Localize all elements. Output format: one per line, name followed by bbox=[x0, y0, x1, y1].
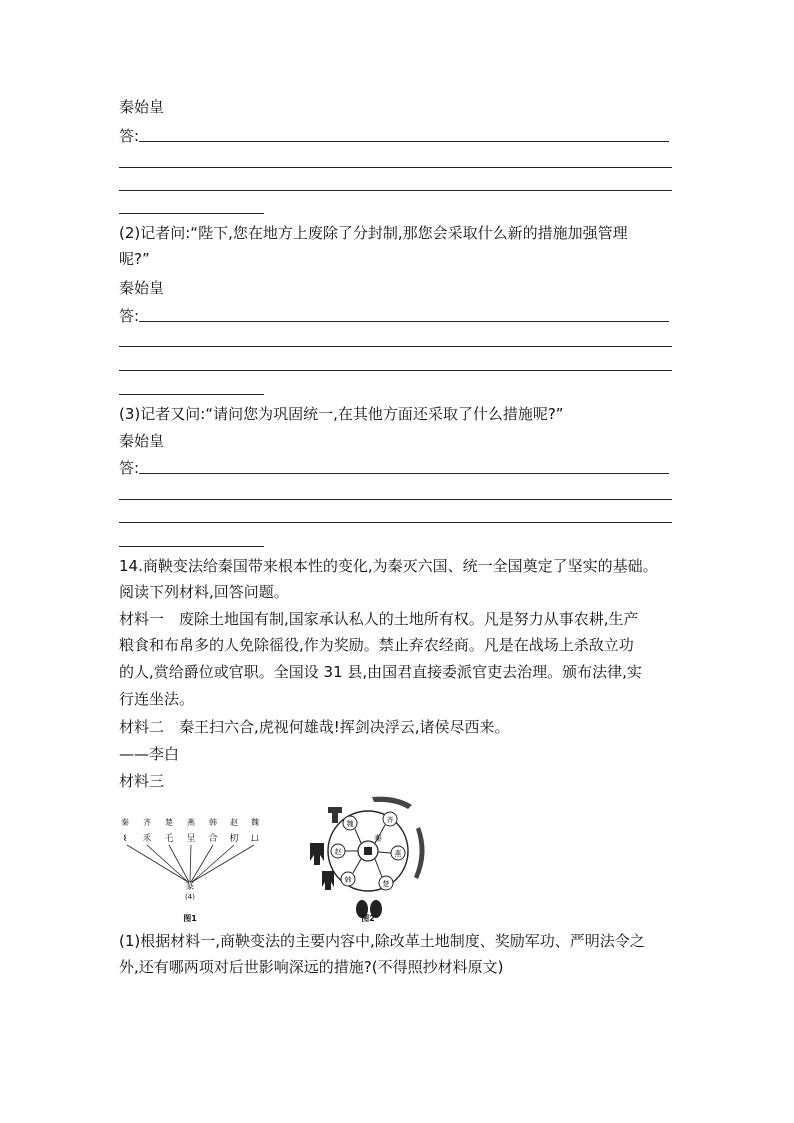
fig2-state-label: 齐 bbox=[386, 816, 394, 824]
fig1-glyph: 乑 bbox=[142, 834, 152, 844]
answer-line[interactable] bbox=[139, 321, 669, 322]
answer-line[interactable] bbox=[119, 522, 672, 523]
answerer-label-3: 秦始皇 bbox=[119, 432, 165, 450]
question-14-stem-line1: 14.商鞅变法给秦国带来根本性的变化,为秦灭六国、统一全国奠定了坚实的基础。 bbox=[119, 557, 658, 575]
fig1-glyph: 𠙴 bbox=[250, 834, 260, 844]
question-14-1-line1: (1)根据材料一,商鞅变法的主要内容中,除改革土地制度、奖励军功、严明法令之 bbox=[119, 932, 645, 950]
figure-1-caption: 图1 bbox=[183, 914, 197, 923]
answer-label-2: 答: bbox=[119, 307, 140, 325]
answer-line[interactable] bbox=[119, 213, 264, 214]
material-1-line2: 粮食和布帛多的人免除徭役,作为奖励。禁止弃农经商。凡是在战场上杀敌立功 bbox=[119, 636, 634, 654]
fig1-state-label: 齐 bbox=[143, 818, 151, 827]
answer-line[interactable] bbox=[119, 167, 672, 168]
fig1-state-label: 赵 bbox=[230, 818, 238, 827]
fig2-state-label: 楚 bbox=[382, 880, 390, 888]
fig2-state-label: 魏 bbox=[346, 820, 354, 828]
answer-line[interactable] bbox=[119, 370, 672, 371]
answer-line[interactable] bbox=[119, 499, 672, 500]
fig1-glyph: 乇 bbox=[164, 834, 174, 844]
figure-1-script-chart bbox=[115, 815, 265, 927]
answer-label-3: 答: bbox=[119, 459, 140, 477]
answer-line[interactable] bbox=[119, 546, 264, 547]
material-1-line4: 行连坐法。 bbox=[119, 690, 195, 708]
material-3-label: 材料三 bbox=[119, 772, 165, 790]
fig1-state-label: 楚 bbox=[165, 818, 173, 827]
knife-coin-icon bbox=[372, 797, 412, 809]
fig1-state-label: 燕 bbox=[187, 818, 195, 827]
material-2-text: 材料二 秦王扫六合,虎视何雄哉!挥剑决浮云,诸侯尽西来。 bbox=[119, 718, 510, 736]
answerer-label-1: 秦始皇 bbox=[119, 98, 165, 116]
spade-coin-icon bbox=[322, 871, 334, 890]
fig1-state-label: 魏 bbox=[251, 818, 259, 827]
fig1-state-label: 秦 bbox=[121, 818, 129, 827]
question-13-3: (3)记者又问:“请问您为巩固统一,在其他方面还采取了什么措施呢?” bbox=[119, 405, 564, 423]
answer-line[interactable] bbox=[139, 141, 669, 142]
question-13-2-line1: (2)记者问:“陛下,您在地方上废除了分封制,那您会采取什么新的措施加强管理 bbox=[119, 224, 628, 242]
fig1-glyph: 合 bbox=[208, 834, 218, 844]
fig2-state-label: 赵 bbox=[334, 848, 342, 856]
fig1-state-label: 韩 bbox=[209, 818, 217, 827]
question-14-1-line2: 外,还有哪两项对后世影响深远的措施?(不得照抄材料原文) bbox=[119, 958, 504, 976]
figure-2-caption: 图2 bbox=[361, 914, 375, 923]
answer-line[interactable] bbox=[119, 394, 264, 395]
spade-coin-icon bbox=[310, 843, 324, 865]
figure-2-currency-diagram bbox=[300, 793, 440, 927]
fig1-center-label: (4) bbox=[185, 893, 195, 901]
answer-label-1: 答: bbox=[119, 127, 140, 145]
fig1-glyph: 𐌔 bbox=[123, 834, 127, 844]
fig2-center-label: 秦 bbox=[374, 834, 382, 843]
knife-coin-icon bbox=[414, 827, 425, 879]
answer-line[interactable] bbox=[119, 346, 672, 347]
material-1-line3: 的人,赏给爵位或官职。全国设 31 县,由国君直接委派官吏去治理。颁布法律,实 bbox=[119, 663, 642, 681]
question-13-2-line2: 呢?” bbox=[119, 250, 150, 268]
material-1-line1: 材料一 废除土地国有制,国家承认私人的土地所有权。凡是努力从事农耕,生产 bbox=[119, 610, 639, 628]
fig2-state-label: 燕 bbox=[394, 850, 402, 858]
fig1-glyph: 朷 bbox=[229, 834, 239, 844]
material-2-author: ——李白 bbox=[119, 745, 180, 763]
answerer-label-2: 秦始皇 bbox=[119, 279, 165, 297]
answer-line[interactable] bbox=[139, 473, 669, 474]
fig2-state-label: 韩 bbox=[344, 876, 352, 884]
question-14-stem-line2: 阅读下列材料,回答问题。 bbox=[119, 583, 289, 601]
spade-coin-icon bbox=[328, 807, 342, 823]
svg-text:篆: 篆 bbox=[185, 882, 195, 892]
answer-line[interactable] bbox=[119, 190, 672, 191]
fig1-glyph: 呈 bbox=[186, 834, 196, 844]
